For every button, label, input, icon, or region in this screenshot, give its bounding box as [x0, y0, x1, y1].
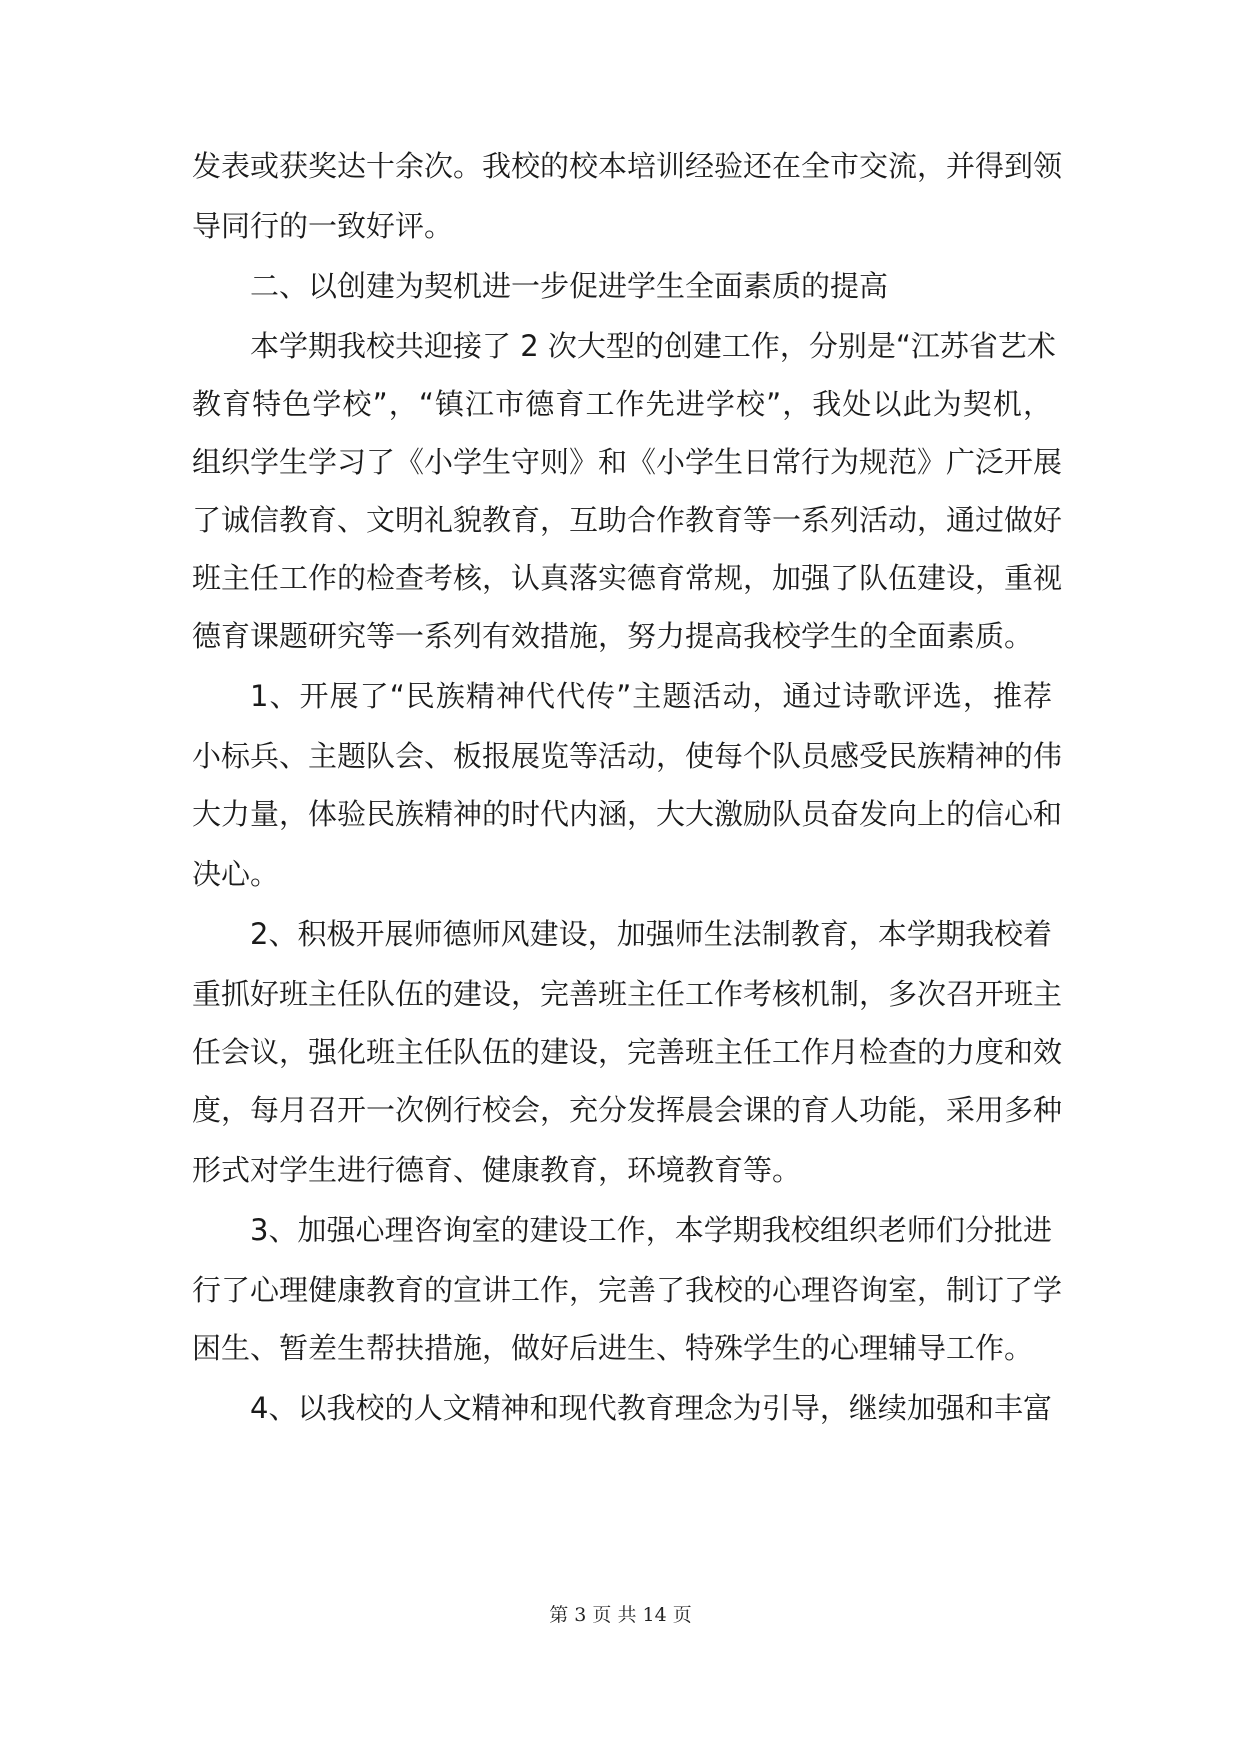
- section-heading: 二、以创建为契机进一步促进学生全面素质的提高: [250, 269, 889, 303]
- paragraph-line: 德育课题研究等一系列有效措施，努力提高我校学生的全面素质。: [192, 619, 1034, 653]
- paragraph-line: 本学期我校共迎接了 2 次大型的创建工作，分别是“江苏省艺术: [250, 329, 1056, 363]
- paragraph-line: 任会议，强化班主任队伍的建设，完善班主任工作月检查的力度和效: [192, 1035, 1063, 1069]
- paragraph-line: 重抓好班主任队伍的建设，完善班主任工作考核机制，多次召开班主: [192, 977, 1063, 1011]
- paragraph-line: 导同行的一致好评。: [192, 209, 454, 243]
- paragraph-line: 小标兵、主题队会、板报展览等活动，使每个队员感受民族精神的伟: [192, 739, 1063, 773]
- page-number-footer: 第 3 页 共 14 页: [549, 1604, 692, 1626]
- paragraph-line: 发表或获奖达十余次。我校的校本培训经验还在全市交流，并得到领: [192, 149, 1063, 183]
- paragraph-line: 3、加强心理咨询室的建设工作，本学期我校组织老师们分批进: [250, 1213, 1052, 1247]
- paragraph-line: 度，每月召开一次例行校会，充分发挥晨会课的育人功能，采用多种: [192, 1093, 1063, 1127]
- paragraph-line: 行了心理健康教育的宣讲工作，完善了我校的心理咨询室，制订了学: [192, 1273, 1063, 1307]
- paragraph-line: 大力量，体验民族精神的时代内涵，大大激励队员奋发向上的信心和: [192, 797, 1063, 831]
- paragraph-line: 组织学生学习了《小学生守则》和《小学生日常行为规范》广泛开展: [192, 445, 1063, 479]
- paragraph-line: 1、开展了“民族精神代代传”主题活动，通过诗歌评选，推荐: [250, 679, 1052, 713]
- paragraph-line: 决心。: [192, 857, 280, 891]
- paragraph-line: 困生、暂差生帮扶措施，做好后进生、特殊学生的心理辅导工作。: [192, 1331, 1034, 1365]
- paragraph-line: 4、以我校的人文精神和现代教育理念为引导，继续加强和丰富: [250, 1391, 1052, 1425]
- paragraph-line: 形式对学生进行德育、健康教育，环境教育等。: [192, 1153, 802, 1187]
- paragraph-line: 班主任工作的检查考核，认真落实德育常规，加强了队伍建设，重视: [192, 561, 1063, 595]
- paragraph-line: 2、积极开展师德师风建设，加强师生法制教育，本学期我校着: [250, 917, 1052, 951]
- paragraph-line: 教育特色学校”，“镇江市德育工作先进学校”，我处以此为契机，: [192, 387, 1052, 421]
- paragraph-line: 了诚信教育、文明礼貌教育，互助合作教育等一系列活动，通过做好: [192, 503, 1063, 537]
